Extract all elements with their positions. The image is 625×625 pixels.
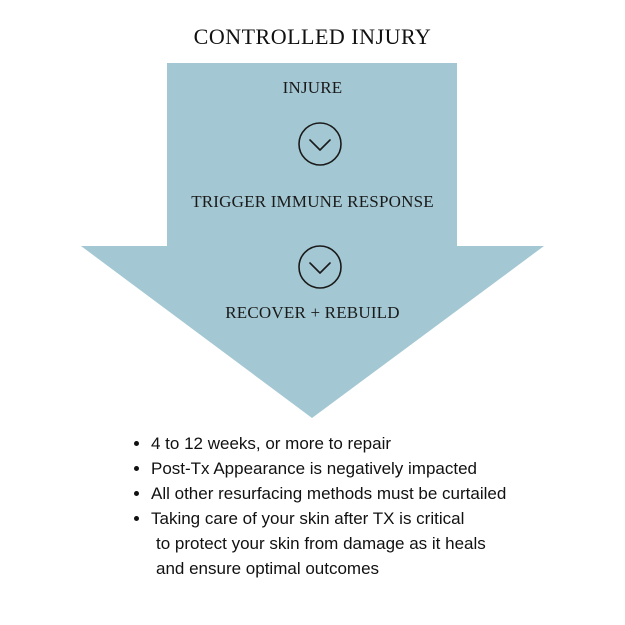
bullet-text: All other resurfacing methods must be curtailed bbox=[151, 484, 507, 503]
bullet-item bbox=[133, 456, 506, 481]
bullet-item bbox=[133, 481, 506, 506]
bullet-item bbox=[133, 431, 506, 456]
bullet-text: Post-Tx Appearance is negatively impacted bbox=[151, 459, 478, 478]
step-trigger-immune-response: TRIGGER IMMUNE RESPONSE bbox=[191, 192, 434, 211]
step-recover-rebuild: RECOVER + REBUILD bbox=[225, 303, 400, 322]
bullet-text: 4 to 12 weeks, or more to repair bbox=[151, 434, 392, 453]
bullet-text-continuation: and ensure optimal outcomes bbox=[156, 559, 380, 578]
step-injure: INJURE bbox=[282, 78, 343, 97]
chevron-down-circle-icon bbox=[297, 121, 343, 167]
bullet-list bbox=[133, 431, 506, 581]
chevron-down-circle-icon bbox=[297, 244, 343, 290]
bullet-text: Taking care of your skin after TX is critical bbox=[151, 509, 465, 528]
arrow-body bbox=[81, 63, 544, 418]
bullet-text-continuation: to protect your skin from damage as it heals bbox=[156, 534, 486, 553]
bullet-item bbox=[133, 506, 506, 581]
diagram-title: CONTROLLED INJURY bbox=[193, 24, 432, 49]
